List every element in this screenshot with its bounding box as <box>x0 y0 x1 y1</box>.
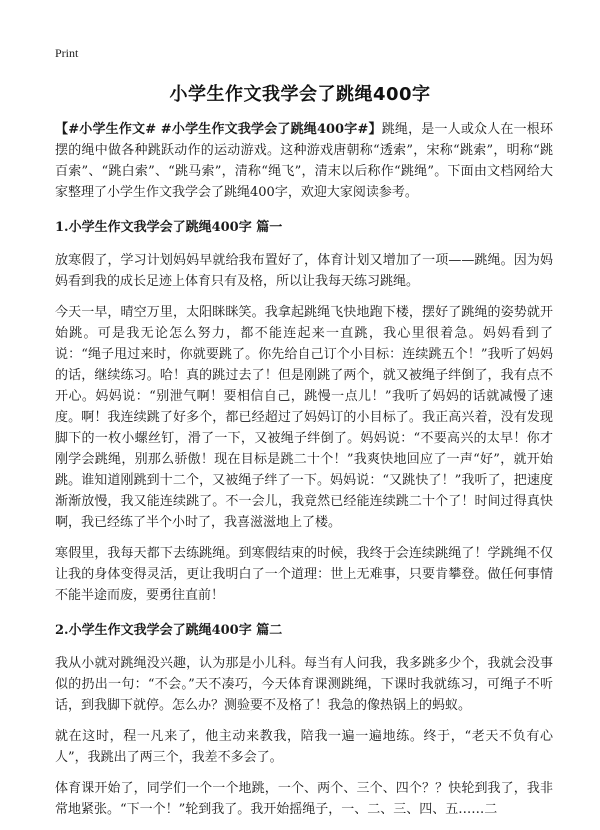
intro-paragraph <box>55 119 553 203</box>
section-2-paragraph-1: 我从小就对跳绳没兴趣，认为那是小儿科。每当有人问我，我多跳多少个，我就会没事似的扔出一句：“不会。”天不凑巧，今天体育课测跳绳，下课时我就练习，可绳子不听话，到我脚下就停。怎么办？测验要不及格了！我急的像热锅上的蚂蚁。 <box>55 656 553 713</box>
section-1-paragraph-2: 今天一早，晴空万里，太阳眯眯笑。我拿起跳绳飞快地跑下楼，摆好了跳绳的姿势就开始跳。可是我无论怎么努力，都不能连起来一直跳，我心里很着急。妈妈看到了说：“绳子甩过来时，你就要跳了。你先给自己订个小目标：连续跳五个！”我听了妈妈的话，继续练习。哈！真的跳过去了！但是刚跳了两个，就又被绳子绊倒了，我有点不开心。妈妈说：“别泄气啊！要相信自己，跳慢一点儿！”我听了妈妈的话就减慢了速度。啊！我连续跳了好多个，都已经超过了妈妈订的小目标了。我正高兴着，没有发现脚下的一枚小螺丝钉，滑了一下，又被绳子绊倒了。妈妈说：“不要高兴的太早！你才刚学会跳绳，别那么骄傲！现在目标是跳二十个！”我爽快地回应了一声“好”，就开始跳。谁知道刚跳到十二个，又被绳子绊了一下。妈妈说：“又跳快了！”我听了，把速度渐渐放慢，我又能连续跳了。不一会儿，我竟然已经能连续跳二十个了！时间过得真快啊，我已经练了半个小时了，我喜滋滋地上了楼。 <box>55 305 553 530</box>
intro-text: 跳绳，是一人或众人在一根环摆的绳中做各种跳跃动作的运动游戏。这种游戏唐朝称“透索”，宋称“跳索”，明称“跳百索”、“跳白索”、“跳马索”，清称“绳飞”，清末以后称作“跳绳”。下面由文档网给大家整理了小学生作文我学会了跳绳400字，欢迎大家阅读参考。 <box>55 122 553 200</box>
page-title: 小学生作文我学会了跳绳400字 <box>169 84 431 105</box>
article-body <box>55 119 553 830</box>
section-1-paragraph-1: 放寒假了，学习计划妈妈早就给我布置好了，体育计划又增加了一项——跳绳。因为妈妈看到我的成长足迹上体育只有及格，所以让我每天练习跳绳。 <box>55 253 553 289</box>
section-1-paragraph-3: 寒假里，我每天都下去练跳绳。到寒假结束的时候，我终于会连续跳绳了！学跳绳不仅让我的身体变得灵活，更让我明白了一个道理：世上无难事，只要肯攀登。做任何事情不能半途而废，要勇往直前！ <box>55 546 553 603</box>
section-heading-1: 1.小学生作文我学会了跳绳400字 篇一 <box>55 220 283 235</box>
section-heading-2: 2.小学生作文我学会了跳绳400字 篇二 <box>55 623 283 638</box>
intro-tag-prefix: 【#小学生作文# #小学生作文我学会了跳绳400字#】 <box>55 122 382 137</box>
print-link[interactable]: Print <box>55 46 79 60</box>
section-2-paragraph-3: 体育课开始了，同学们一个一个地跳，一个、两个、三个、四个？？快轮到我了，我非常地紧张。“下一个！”轮到我了。我开始摇绳子，一、二、三、四、五……二 <box>55 781 553 817</box>
section-2-paragraph-2: 就在这时，程一凡来了，他主动来教我，陪我一遍一遍地练。终于，“老天不负有心人”，我跳出了两三个，我差不多会了。 <box>55 729 553 765</box>
